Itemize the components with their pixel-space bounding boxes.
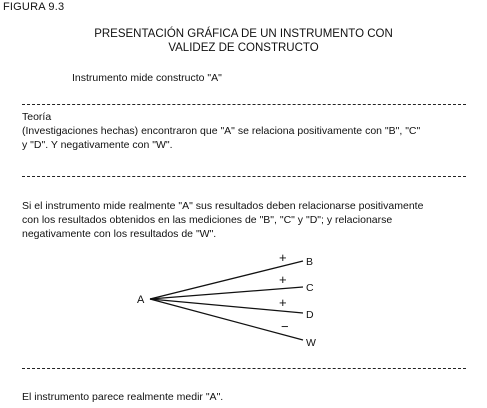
target-label-b: B	[306, 256, 314, 268]
theory-text-line-2: y "D". Y negativamente con "W".	[22, 139, 173, 151]
figure-title-line-1: PRESENTACIÓN GRÁFICA DE UN INSTRUMENTO CON	[94, 28, 393, 40]
figure-title-line-2: VALIDEZ DE CONSTRUCTO	[168, 42, 319, 54]
hypothesis-text-line-3: negativamente con los resultados de "W".	[22, 228, 217, 240]
diagram-source-label: A	[137, 294, 145, 306]
conclusion-text: El instrumento parece realmente medir "A".	[22, 391, 224, 403]
hypothesis-text-line-1: Si el instrumento mide realmente "A" sus resultados deben relacionarse positivamente	[22, 200, 424, 212]
target-label-d: D	[306, 309, 314, 321]
dashed-separator-3	[22, 368, 466, 369]
hypothesis-text-line-2: con los resultados obtenidos en las mediciones de "B", "C" y "D"; y relacionarse	[22, 214, 393, 226]
sign-c: +	[279, 272, 287, 287]
theory-heading: Teoría	[22, 111, 52, 123]
figure-label: FIGURA 9.3	[3, 1, 65, 13]
instrument-statement: Instrumento mide constructo "A"	[72, 72, 222, 84]
sign-b: +	[279, 250, 287, 265]
sign-d: +	[279, 295, 287, 310]
target-label-w: W	[306, 337, 316, 349]
target-label-c: C	[306, 282, 314, 294]
sign-w: −	[281, 319, 289, 334]
theory-text-line-1: (Investigaciones hechas) encontraron que "A" se relaciona positivamente con "B", "C"	[22, 125, 421, 137]
